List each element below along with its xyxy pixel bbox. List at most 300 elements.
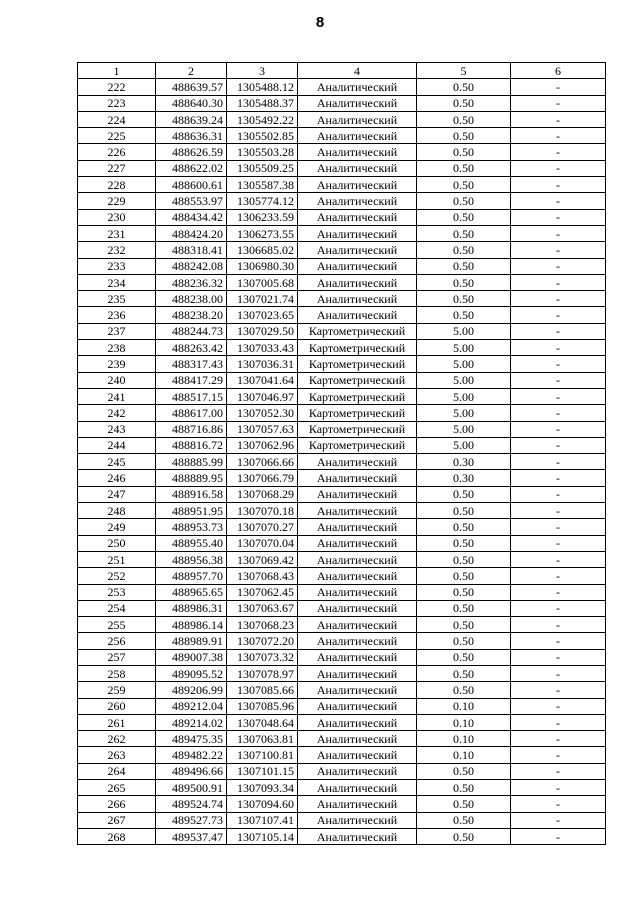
point-number-cell: 268 xyxy=(78,828,156,844)
accuracy-cell: 0.50 xyxy=(417,828,511,844)
accuracy-cell: 0.50 xyxy=(417,225,511,241)
point-number-cell: 263 xyxy=(78,747,156,763)
description-cell: - xyxy=(511,437,606,453)
method-cell: Аналитический xyxy=(298,177,417,193)
point-number-cell: 231 xyxy=(78,225,156,241)
description-cell: - xyxy=(511,388,606,404)
y-coordinate-cell: 1307085.66 xyxy=(227,682,298,698)
y-coordinate-cell: 1307063.81 xyxy=(227,731,298,747)
y-coordinate-cell: 1307041.64 xyxy=(227,372,298,388)
method-cell: Аналитический xyxy=(298,600,417,616)
method-cell: Аналитический xyxy=(298,128,417,144)
x-coordinate-cell: 488639.57 xyxy=(156,79,227,95)
x-coordinate-cell: 488622.02 xyxy=(156,160,227,176)
y-coordinate-cell: 1306233.59 xyxy=(227,209,298,225)
accuracy-cell: 0.50 xyxy=(417,144,511,160)
x-coordinate-cell: 489524.74 xyxy=(156,796,227,812)
x-coordinate-cell: 488951.95 xyxy=(156,503,227,519)
point-number-cell: 233 xyxy=(78,258,156,274)
method-cell: Аналитический xyxy=(298,682,417,698)
table-row xyxy=(78,600,606,616)
description-cell: - xyxy=(511,454,606,470)
method-cell: Аналитический xyxy=(298,584,417,600)
accuracy-cell: 0.50 xyxy=(417,193,511,209)
description-cell: - xyxy=(511,340,606,356)
description-cell: - xyxy=(511,323,606,339)
y-coordinate-cell: 1307063.67 xyxy=(227,600,298,616)
description-cell: - xyxy=(511,405,606,421)
table-row xyxy=(78,193,606,209)
method-cell: Аналитический xyxy=(298,144,417,160)
x-coordinate-cell: 488236.32 xyxy=(156,274,227,290)
accuracy-cell: 0.50 xyxy=(417,633,511,649)
accuracy-cell: 0.10 xyxy=(417,747,511,763)
accuracy-cell: 0.50 xyxy=(417,682,511,698)
accuracy-cell: 0.50 xyxy=(417,796,511,812)
description-cell: - xyxy=(511,633,606,649)
y-coordinate-cell: 1305587.38 xyxy=(227,177,298,193)
table-row xyxy=(78,177,606,193)
x-coordinate-cell: 488965.65 xyxy=(156,584,227,600)
x-coordinate-cell: 489496.66 xyxy=(156,763,227,779)
y-coordinate-cell: 1307057.63 xyxy=(227,421,298,437)
table-row xyxy=(78,111,606,127)
method-cell: Картометрический xyxy=(298,421,417,437)
point-number-cell: 257 xyxy=(78,649,156,665)
x-coordinate-cell: 488238.20 xyxy=(156,307,227,323)
accuracy-cell: 0.50 xyxy=(417,128,511,144)
accuracy-cell: 0.50 xyxy=(417,665,511,681)
y-coordinate-cell: 1307068.43 xyxy=(227,568,298,584)
description-cell: - xyxy=(511,356,606,372)
accuracy-cell: 5.00 xyxy=(417,323,511,339)
point-number-cell: 244 xyxy=(78,437,156,453)
accuracy-cell: 0.50 xyxy=(417,600,511,616)
accuracy-cell: 0.50 xyxy=(417,291,511,307)
method-cell: Картометрический xyxy=(298,388,417,404)
accuracy-cell: 0.10 xyxy=(417,714,511,730)
point-number-cell: 248 xyxy=(78,503,156,519)
point-number-cell: 264 xyxy=(78,763,156,779)
x-coordinate-cell: 488553.97 xyxy=(156,193,227,209)
point-number-cell: 247 xyxy=(78,486,156,502)
point-number-cell: 235 xyxy=(78,291,156,307)
table-row xyxy=(78,812,606,828)
description-cell: - xyxy=(511,617,606,633)
table-row xyxy=(78,388,606,404)
point-number-cell: 251 xyxy=(78,551,156,567)
method-cell: Аналитический xyxy=(298,535,417,551)
x-coordinate-cell: 489475.35 xyxy=(156,731,227,747)
table-row xyxy=(78,714,606,730)
x-coordinate-cell: 488626.59 xyxy=(156,144,227,160)
table-row xyxy=(78,291,606,307)
point-number-cell: 238 xyxy=(78,340,156,356)
table-row xyxy=(78,633,606,649)
y-coordinate-cell: 1306980.30 xyxy=(227,258,298,274)
table-body xyxy=(78,79,606,845)
method-cell: Аналитический xyxy=(298,747,417,763)
x-coordinate-cell: 488640.30 xyxy=(156,95,227,111)
y-coordinate-cell: 1305488.37 xyxy=(227,95,298,111)
accuracy-cell: 0.50 xyxy=(417,812,511,828)
y-coordinate-cell: 1307005.68 xyxy=(227,274,298,290)
description-cell: - xyxy=(511,372,606,388)
table-row xyxy=(78,95,606,111)
y-coordinate-cell: 1307078.97 xyxy=(227,665,298,681)
accuracy-cell: 0.50 xyxy=(417,79,511,95)
description-cell: - xyxy=(511,307,606,323)
x-coordinate-cell: 488986.31 xyxy=(156,600,227,616)
description-cell: - xyxy=(511,111,606,127)
table-row xyxy=(78,372,606,388)
accuracy-cell: 5.00 xyxy=(417,388,511,404)
method-cell: Аналитический xyxy=(298,551,417,567)
point-number-cell: 259 xyxy=(78,682,156,698)
method-cell: Аналитический xyxy=(298,160,417,176)
method-cell: Аналитический xyxy=(298,242,417,258)
accuracy-cell: 0.50 xyxy=(417,568,511,584)
point-number-cell: 237 xyxy=(78,323,156,339)
description-cell: - xyxy=(511,128,606,144)
method-cell: Аналитический xyxy=(298,307,417,323)
description-cell: - xyxy=(511,242,606,258)
table-row xyxy=(78,503,606,519)
table-row xyxy=(78,486,606,502)
description-cell: - xyxy=(511,225,606,241)
point-number-cell: 246 xyxy=(78,470,156,486)
column-header-5: 5 xyxy=(417,63,511,79)
x-coordinate-cell: 488317.43 xyxy=(156,356,227,372)
table-row xyxy=(78,780,606,796)
table-row xyxy=(78,421,606,437)
method-cell: Аналитический xyxy=(298,486,417,502)
description-cell: - xyxy=(511,209,606,225)
description-cell: - xyxy=(511,519,606,535)
method-cell: Аналитический xyxy=(298,633,417,649)
description-cell: - xyxy=(511,193,606,209)
accuracy-cell: 0.30 xyxy=(417,470,511,486)
table-row xyxy=(78,551,606,567)
method-cell: Аналитический xyxy=(298,503,417,519)
y-coordinate-cell: 1307070.04 xyxy=(227,535,298,551)
method-cell: Картометрический xyxy=(298,437,417,453)
method-cell: Картометрический xyxy=(298,405,417,421)
accuracy-cell: 5.00 xyxy=(417,421,511,437)
method-cell: Аналитический xyxy=(298,812,417,828)
coordinates-table xyxy=(77,62,606,845)
description-cell: - xyxy=(511,747,606,763)
point-number-cell: 224 xyxy=(78,111,156,127)
x-coordinate-cell: 488956.38 xyxy=(156,551,227,567)
table-row xyxy=(78,405,606,421)
x-coordinate-cell: 488424.20 xyxy=(156,225,227,241)
method-cell: Аналитический xyxy=(298,470,417,486)
method-cell: Аналитический xyxy=(298,209,417,225)
y-coordinate-cell: 1307100.81 xyxy=(227,747,298,763)
description-cell: - xyxy=(511,551,606,567)
method-cell: Аналитический xyxy=(298,649,417,665)
y-coordinate-cell: 1307069.42 xyxy=(227,551,298,567)
description-cell: - xyxy=(511,584,606,600)
table-row xyxy=(78,144,606,160)
table-row xyxy=(78,128,606,144)
accuracy-cell: 0.50 xyxy=(417,780,511,796)
x-coordinate-cell: 488716.86 xyxy=(156,421,227,437)
y-coordinate-cell: 1305488.12 xyxy=(227,79,298,95)
method-cell: Картометрический xyxy=(298,340,417,356)
table-row xyxy=(78,209,606,225)
description-cell: - xyxy=(511,177,606,193)
x-coordinate-cell: 489095.52 xyxy=(156,665,227,681)
table-row xyxy=(78,682,606,698)
point-number-cell: 260 xyxy=(78,698,156,714)
point-number-cell: 229 xyxy=(78,193,156,209)
y-coordinate-cell: 1307062.96 xyxy=(227,437,298,453)
accuracy-cell: 5.00 xyxy=(417,356,511,372)
column-header-2: 2 xyxy=(156,63,227,79)
table-header-row xyxy=(78,63,606,79)
description-cell: - xyxy=(511,258,606,274)
table-row xyxy=(78,763,606,779)
x-coordinate-cell: 489500.91 xyxy=(156,780,227,796)
accuracy-cell: 0.50 xyxy=(417,95,511,111)
accuracy-cell: 0.10 xyxy=(417,731,511,747)
table-row xyxy=(78,828,606,844)
table-row xyxy=(78,470,606,486)
method-cell: Аналитический xyxy=(298,796,417,812)
description-cell: - xyxy=(511,780,606,796)
x-coordinate-cell: 488263.42 xyxy=(156,340,227,356)
description-cell: - xyxy=(511,274,606,290)
x-coordinate-cell: 488986.14 xyxy=(156,617,227,633)
y-coordinate-cell: 1305492.22 xyxy=(227,111,298,127)
x-coordinate-cell: 488244.73 xyxy=(156,323,227,339)
page-number: 8 xyxy=(315,14,325,31)
y-coordinate-cell: 1307023.65 xyxy=(227,307,298,323)
x-coordinate-cell: 488889.95 xyxy=(156,470,227,486)
table-row xyxy=(78,698,606,714)
accuracy-cell: 0.50 xyxy=(417,486,511,502)
y-coordinate-cell: 1307068.23 xyxy=(227,617,298,633)
description-cell: - xyxy=(511,665,606,681)
description-cell: - xyxy=(511,698,606,714)
description-cell: - xyxy=(511,79,606,95)
description-cell: - xyxy=(511,812,606,828)
y-coordinate-cell: 1306685.02 xyxy=(227,242,298,258)
description-cell: - xyxy=(511,486,606,502)
table-row xyxy=(78,796,606,812)
x-coordinate-cell: 488916.58 xyxy=(156,486,227,502)
point-number-cell: 262 xyxy=(78,731,156,747)
method-cell: Аналитический xyxy=(298,274,417,290)
method-cell: Аналитический xyxy=(298,780,417,796)
y-coordinate-cell: 1307048.64 xyxy=(227,714,298,730)
point-number-cell: 255 xyxy=(78,617,156,633)
method-cell: Аналитический xyxy=(298,193,417,209)
accuracy-cell: 5.00 xyxy=(417,405,511,421)
y-coordinate-cell: 1307068.29 xyxy=(227,486,298,502)
y-coordinate-cell: 1307101.15 xyxy=(227,763,298,779)
method-cell: Аналитический xyxy=(298,698,417,714)
table-row xyxy=(78,535,606,551)
accuracy-cell: 0.50 xyxy=(417,535,511,551)
y-coordinate-cell: 1307094.60 xyxy=(227,796,298,812)
method-cell: Аналитический xyxy=(298,568,417,584)
description-cell: - xyxy=(511,763,606,779)
method-cell: Аналитический xyxy=(298,519,417,535)
x-coordinate-cell: 489212.04 xyxy=(156,698,227,714)
accuracy-cell: 5.00 xyxy=(417,437,511,453)
point-number-cell: 250 xyxy=(78,535,156,551)
y-coordinate-cell: 1305509.25 xyxy=(227,160,298,176)
y-coordinate-cell: 1307052.30 xyxy=(227,405,298,421)
point-number-cell: 239 xyxy=(78,356,156,372)
x-coordinate-cell: 488318.41 xyxy=(156,242,227,258)
y-coordinate-cell: 1307093.34 xyxy=(227,780,298,796)
point-number-cell: 228 xyxy=(78,177,156,193)
y-coordinate-cell: 1307107.41 xyxy=(227,812,298,828)
table-row xyxy=(78,519,606,535)
y-coordinate-cell: 1307072.20 xyxy=(227,633,298,649)
accuracy-cell: 0.50 xyxy=(417,551,511,567)
table-row xyxy=(78,568,606,584)
method-cell: Аналитический xyxy=(298,258,417,274)
method-cell: Аналитический xyxy=(298,95,417,111)
table-row xyxy=(78,356,606,372)
table-row xyxy=(78,242,606,258)
method-cell: Картометрический xyxy=(298,372,417,388)
accuracy-cell: 0.50 xyxy=(417,519,511,535)
point-number-cell: 243 xyxy=(78,421,156,437)
x-coordinate-cell: 488238.00 xyxy=(156,291,227,307)
y-coordinate-cell: 1307085.96 xyxy=(227,698,298,714)
point-number-cell: 266 xyxy=(78,796,156,812)
accuracy-cell: 0.50 xyxy=(417,258,511,274)
description-cell: - xyxy=(511,535,606,551)
method-cell: Аналитический xyxy=(298,454,417,470)
table-row xyxy=(78,747,606,763)
accuracy-cell: 0.50 xyxy=(417,763,511,779)
table-row xyxy=(78,731,606,747)
description-cell: - xyxy=(511,649,606,665)
x-coordinate-cell: 489527.73 xyxy=(156,812,227,828)
y-coordinate-cell: 1307070.18 xyxy=(227,503,298,519)
point-number-cell: 241 xyxy=(78,388,156,404)
description-cell: - xyxy=(511,714,606,730)
table-row xyxy=(78,454,606,470)
table-row xyxy=(78,340,606,356)
description-cell: - xyxy=(511,568,606,584)
x-coordinate-cell: 488989.91 xyxy=(156,633,227,649)
method-cell: Аналитический xyxy=(298,79,417,95)
method-cell: Аналитический xyxy=(298,714,417,730)
method-cell: Картометрический xyxy=(298,323,417,339)
table-row xyxy=(78,617,606,633)
x-coordinate-cell: 489007.38 xyxy=(156,649,227,665)
accuracy-cell: 0.50 xyxy=(417,649,511,665)
x-coordinate-cell: 488434.42 xyxy=(156,209,227,225)
description-cell: - xyxy=(511,95,606,111)
point-number-cell: 265 xyxy=(78,780,156,796)
point-number-cell: 232 xyxy=(78,242,156,258)
y-coordinate-cell: 1307073.32 xyxy=(227,649,298,665)
method-cell: Аналитический xyxy=(298,731,417,747)
point-number-cell: 230 xyxy=(78,209,156,225)
description-cell: - xyxy=(511,731,606,747)
point-number-cell: 234 xyxy=(78,274,156,290)
accuracy-cell: 5.00 xyxy=(417,372,511,388)
description-cell: - xyxy=(511,160,606,176)
y-coordinate-cell: 1307066.79 xyxy=(227,470,298,486)
point-number-cell: 242 xyxy=(78,405,156,421)
x-coordinate-cell: 488885.99 xyxy=(156,454,227,470)
method-cell: Аналитический xyxy=(298,828,417,844)
accuracy-cell: 0.30 xyxy=(417,454,511,470)
column-header-3: 3 xyxy=(227,63,298,79)
table-row xyxy=(78,649,606,665)
table-row xyxy=(78,258,606,274)
x-coordinate-cell: 488639.24 xyxy=(156,111,227,127)
description-cell: - xyxy=(511,600,606,616)
point-number-cell: 227 xyxy=(78,160,156,176)
accuracy-cell: 0.50 xyxy=(417,177,511,193)
point-number-cell: 261 xyxy=(78,714,156,730)
y-coordinate-cell: 1307105.14 xyxy=(227,828,298,844)
description-cell: - xyxy=(511,470,606,486)
x-coordinate-cell: 488617.00 xyxy=(156,405,227,421)
description-cell: - xyxy=(511,828,606,844)
y-coordinate-cell: 1307046.97 xyxy=(227,388,298,404)
table-row xyxy=(78,323,606,339)
column-header-1: 1 xyxy=(78,63,156,79)
x-coordinate-cell: 488242.08 xyxy=(156,258,227,274)
x-coordinate-cell: 488417.29 xyxy=(156,372,227,388)
table-row xyxy=(78,79,606,95)
y-coordinate-cell: 1307036.31 xyxy=(227,356,298,372)
method-cell: Аналитический xyxy=(298,111,417,127)
method-cell: Картометрический xyxy=(298,356,417,372)
method-cell: Аналитический xyxy=(298,665,417,681)
x-coordinate-cell: 488953.73 xyxy=(156,519,227,535)
accuracy-cell: 0.50 xyxy=(417,160,511,176)
description-cell: - xyxy=(511,682,606,698)
table-row xyxy=(78,307,606,323)
table-row xyxy=(78,274,606,290)
point-number-cell: 225 xyxy=(78,128,156,144)
table-row xyxy=(78,584,606,600)
description-cell: - xyxy=(511,503,606,519)
y-coordinate-cell: 1307021.74 xyxy=(227,291,298,307)
y-coordinate-cell: 1307066.66 xyxy=(227,454,298,470)
table-row xyxy=(78,225,606,241)
table-row xyxy=(78,437,606,453)
accuracy-cell: 0.50 xyxy=(417,503,511,519)
point-number-cell: 252 xyxy=(78,568,156,584)
point-number-cell: 245 xyxy=(78,454,156,470)
column-header-6: 6 xyxy=(511,63,606,79)
method-cell: Аналитический xyxy=(298,617,417,633)
point-number-cell: 267 xyxy=(78,812,156,828)
accuracy-cell: 0.10 xyxy=(417,698,511,714)
y-coordinate-cell: 1307070.27 xyxy=(227,519,298,535)
y-coordinate-cell: 1305502.85 xyxy=(227,128,298,144)
x-coordinate-cell: 489482.22 xyxy=(156,747,227,763)
point-number-cell: 222 xyxy=(78,79,156,95)
y-coordinate-cell: 1305503.28 xyxy=(227,144,298,160)
table-row xyxy=(78,665,606,681)
y-coordinate-cell: 1307062.45 xyxy=(227,584,298,600)
